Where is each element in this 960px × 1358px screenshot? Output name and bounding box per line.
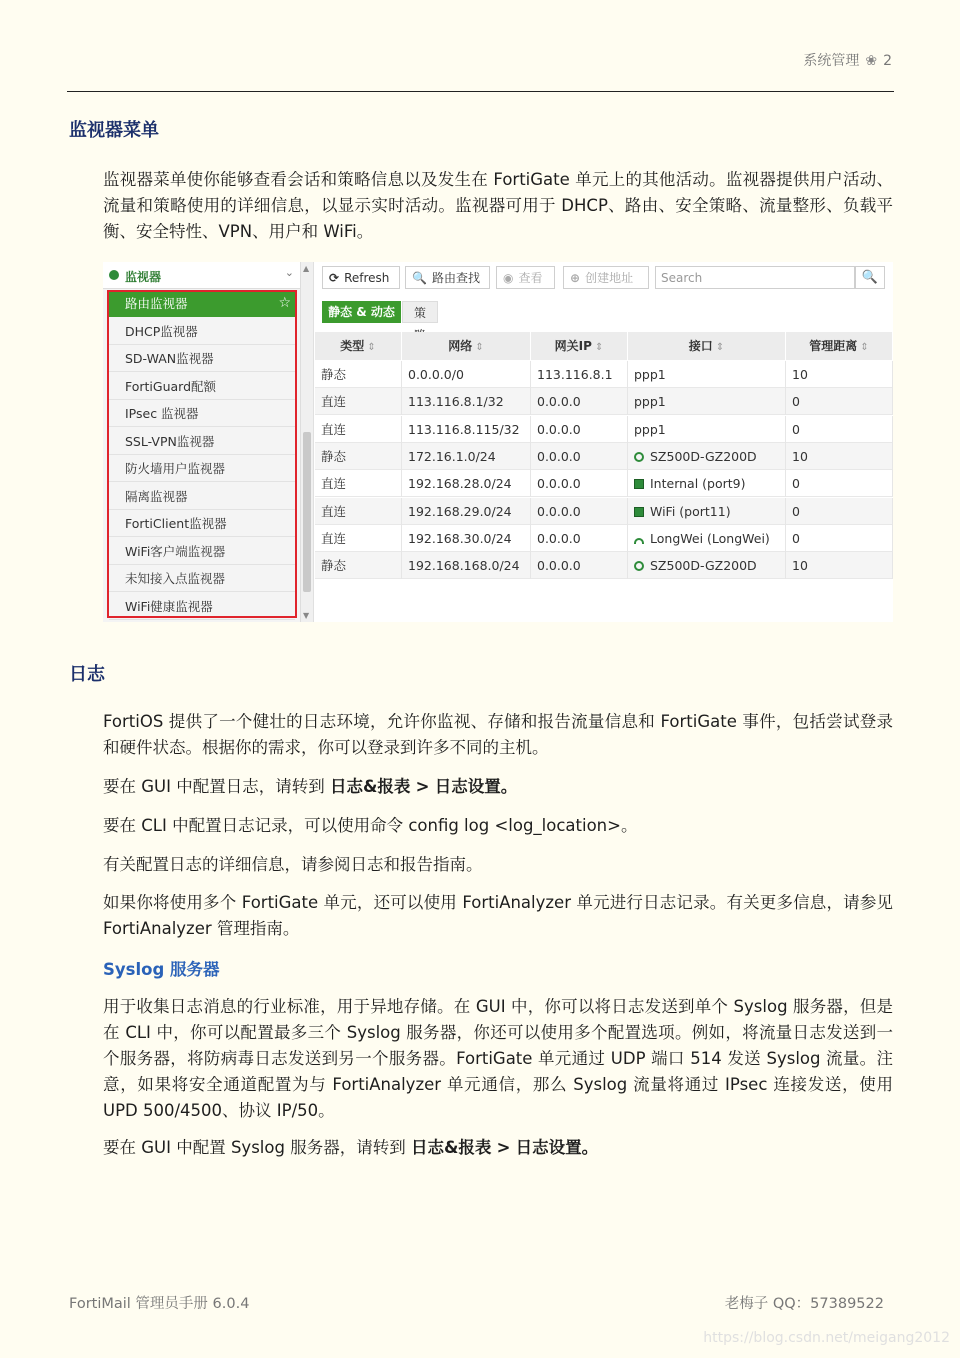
port-icon (634, 507, 644, 517)
star-icon[interactable]: ☆ (278, 295, 291, 311)
log-paragraph-1: FortiOS 提供了一个健壮的日志环境，允许你监视、存储和报告流量信息和 FortiGate 事件，包括尝试登录和硬件状态。根据你的需求，你可以登录到许多不同的主机。 (103, 712, 893, 757)
cell-distance (786, 525, 893, 552)
table-row[interactable] (315, 498, 893, 525)
highlight-box (107, 290, 297, 618)
cell-text: 0 (792, 421, 800, 437)
cell-distance (786, 443, 893, 470)
column-header-label: 接口 (688, 339, 713, 353)
cell-text: 0.0.0.0 (537, 421, 581, 437)
column-header[interactable] (531, 332, 628, 360)
cell-network (402, 416, 531, 443)
sentence-end: 。 (500, 777, 518, 796)
cell-text: 直连 (321, 421, 347, 437)
cell-text: 192.168.29.0/24 (408, 503, 512, 519)
sidebar-item-label: 未知接入点监视器 (125, 571, 226, 586)
cell-gateway (531, 552, 628, 579)
cell-distance (786, 552, 893, 579)
tab-static-dynamic[interactable]: 静态 & 动态 (322, 301, 401, 323)
page-number: 2 (883, 53, 892, 69)
gui-syslog-text: 要在 GUI 中配置 Syslog 服务器，请转到 (103, 1138, 406, 1157)
sidebar-item-label: DHCP监视器 (125, 323, 198, 339)
cell-text: 10 (792, 448, 808, 464)
column-header[interactable] (786, 332, 893, 360)
sort-icon[interactable]: ⇕ (475, 342, 484, 353)
cell-distance (786, 416, 893, 443)
flower-icon: ❀ (865, 53, 878, 69)
cell-text: 0 (792, 394, 800, 410)
scroll-down-icon[interactable]: ▼ (303, 611, 310, 620)
cell-text: 0.0.0.0 (537, 394, 581, 410)
cell-iface (628, 361, 786, 388)
menu-path-log-settings: 日志设置 (434, 777, 501, 796)
sort-icon[interactable]: ⇕ (367, 342, 376, 353)
sort-icon[interactable]: ⇕ (594, 342, 604, 353)
create-address-label: 创建地址 (585, 271, 634, 285)
cell-gateway (531, 525, 628, 552)
search-input[interactable]: Search (655, 266, 855, 289)
menu-path-log-settings: 日志设置 (515, 1138, 582, 1157)
column-header-label: 类型 (340, 339, 365, 353)
table-row[interactable] (315, 470, 893, 497)
monitor-paragraph: 监视器菜单使你能够查看会话和策略信息以及发生在 FortiGate 单元上的其他活动。监视器提供用户活动、流量和策略使用的详细信息，以显示实时活动。监视器可用于 DHCP、路由、安全策略、流量整形、负载平衡、安全特性、VPN、用户和 WiFi。 (103, 170, 893, 241)
cell-text: 192.168.168.0/24 (408, 558, 520, 574)
cell-gateway (531, 416, 628, 443)
refresh-button[interactable] (322, 266, 400, 289)
scroll-up-icon[interactable]: ▲ (303, 264, 310, 273)
sidebar-item-label: 防火墙用户监视器 (125, 461, 226, 476)
cell-text: 静态 (321, 448, 347, 464)
header-section: 系统管理 (803, 53, 860, 69)
column-header-label: 网络 (448, 339, 473, 353)
cell-gateway (531, 361, 628, 388)
cell-text: 直连 (321, 503, 347, 519)
cell-network (402, 443, 531, 470)
cell-gateway (531, 443, 628, 470)
cell-text: SZ500D-GZ200D (650, 448, 757, 464)
column-header[interactable] (402, 332, 531, 360)
log-paragraph-2 (103, 774, 893, 800)
watermark: https://blog.csdn.net/meigang2012 (703, 1330, 950, 1346)
sidebar-item-label: IPsec 监视器 (125, 406, 199, 421)
create-address-button[interactable] (563, 266, 649, 289)
cell-type (315, 525, 402, 552)
sidebar-scrollbar[interactable] (301, 262, 314, 622)
sidebar-item-label: 隔离监视器 (125, 488, 188, 504)
cell-text: 直连 (321, 476, 347, 492)
cell-text: ppp1 (634, 421, 666, 437)
search-button[interactable] (855, 266, 885, 289)
table-row[interactable] (315, 552, 893, 579)
table-row[interactable] (315, 361, 893, 388)
cell-type (315, 498, 402, 525)
column-header-label: 管理距离 (809, 339, 858, 353)
eye-icon: ◉ (503, 271, 514, 285)
cell-iface (628, 470, 786, 497)
cell-network (402, 388, 531, 415)
route-lookup-button[interactable] (405, 266, 490, 289)
cell-text: 172.16.1.0/24 (408, 448, 496, 464)
cell-text: WiFi (port11) (650, 503, 731, 519)
tunnel-icon (634, 561, 644, 571)
fortigate-screenshot (103, 262, 893, 622)
cell-network (402, 525, 531, 552)
table-row[interactable] (315, 416, 893, 443)
cell-text: 0.0.0.0/0 (408, 367, 464, 382)
column-header[interactable] (628, 332, 786, 360)
cell-text: 0 (792, 476, 800, 492)
menu-path-log-report: 日志&报表 (410, 1138, 492, 1157)
cell-type (315, 361, 402, 388)
cell-text: 0.0.0.0 (537, 476, 581, 492)
log-paragraph-4: 有关配置日志的详细信息，请参阅日志和报告指南。 (103, 855, 483, 874)
sidebar-item-label: FortiGuard配额 (125, 378, 217, 394)
cell-text: 10 (792, 558, 808, 574)
sort-icon[interactable]: ⇕ (715, 342, 725, 353)
cell-text: 0.0.0.0 (537, 558, 581, 574)
cell-type (315, 470, 402, 497)
cell-type (315, 443, 402, 470)
refresh-icon: ⟳ (329, 271, 340, 285)
view-label: 查看 (518, 271, 543, 285)
syslog-paragraph: 用于收集日志消息的行业标准，用于异地存储。在 GUI 中，你可以将日志发送到单个 Syslog 服务器，但是在 CLI 中，你可以配置最多三个 Syslog 服务器，你还可以使用多个配置选项。例如，将流量日志发送到一个服务器，将防病毒日志发送到另一个服务器。FortiGate 单元通过 UDP 端口 514 发送 Syslog 流量。注意，如果将安全通道配置为与 FortiAnalyzer 单元通信，那么 Syslog 流量将通过 IPsec 连接发送，使用 UPD 500/4500、协议 IP/50。 (103, 997, 893, 1120)
cell-type (315, 416, 402, 443)
cell-text: 192.168.30.0/24 (408, 530, 512, 546)
cell-iface (628, 443, 786, 470)
cell-text: 静态 (321, 367, 347, 382)
sidebar-item-label: FortiClient监视器 (125, 516, 227, 531)
cell-iface (628, 525, 786, 552)
log-paragraph-5: 如果你将使用多个 FortiGate 单元，还可以使用 FortiAnalyzer 单元进行日志记录。有关更多信息，请参见 FortiAnalyzer 管理指南。 (103, 893, 893, 938)
pie-chart-icon (109, 270, 119, 280)
sort-icon[interactable]: ⇕ (860, 342, 869, 353)
sidebar-header[interactable] (103, 262, 300, 289)
tab-policy[interactable]: 策 (402, 301, 438, 323)
footer-author: 老梅子 QQ：57389522 (724, 1296, 884, 1312)
log-paragraph-3: 要在 CLI 中配置日志记录，可以使用命令 config log <log_location>。 (103, 816, 638, 835)
cell-iface (628, 552, 786, 579)
cell-network (402, 470, 531, 497)
plus-circle-icon: ⊕ (570, 271, 581, 285)
cell-text: 0.0.0.0 (537, 448, 581, 464)
menu-path-log-report: 日志&报表 (329, 777, 411, 796)
cell-iface (628, 498, 786, 525)
cell-text: 0.0.0.0 (537, 530, 581, 546)
cell-text: ppp1 (634, 394, 666, 410)
route-lookup-label: 路由查找 (431, 271, 480, 285)
scroll-thumb[interactable] (303, 432, 311, 592)
menu-path-separator: > (496, 1138, 511, 1157)
cell-distance (786, 470, 893, 497)
cell-iface (628, 416, 786, 443)
cell-network (402, 361, 531, 388)
cell-iface (628, 388, 786, 415)
column-header-label: 网关IP (554, 339, 592, 353)
sentence-end: 。 (581, 1138, 599, 1157)
cell-text: 113.116.8.1 (537, 367, 613, 382)
cell-text: 113.116.8.1/32 (408, 394, 504, 410)
monitor-sidebar (103, 262, 301, 622)
cell-distance (786, 388, 893, 415)
wifi-icon (634, 538, 644, 544)
cell-text: 0 (792, 530, 800, 546)
gui-config-text: 要在 GUI 中配置日志，请转到 (103, 777, 325, 796)
sidebar-item-label: WiFi健康监视器 (125, 598, 213, 614)
cell-gateway (531, 470, 628, 497)
cell-text: 静态 (321, 558, 347, 574)
search-icon: 🔍 (861, 270, 879, 285)
cell-text: 113.116.8.115/32 (408, 421, 520, 437)
tunnel-icon (634, 452, 644, 462)
chevron-down-icon: ⌄ (284, 266, 294, 279)
port-icon (634, 479, 644, 489)
cell-type (315, 552, 402, 579)
refresh-label: Refresh (344, 271, 390, 285)
cell-gateway (531, 498, 628, 525)
cell-text: 直连 (321, 394, 347, 410)
menu-path-separator: > (415, 777, 430, 796)
cell-text: 10 (792, 367, 808, 382)
cell-text: 192.168.28.0/24 (408, 476, 512, 492)
table-row[interactable] (315, 388, 893, 415)
cell-distance (786, 361, 893, 388)
cell-text: 直连 (321, 530, 347, 546)
running-header (803, 50, 892, 70)
section-title-log: 日志 (69, 664, 105, 685)
subsection-title-syslog: Syslog 服务器 (103, 960, 220, 979)
table-row[interactable] (315, 443, 893, 470)
syslog-config-paragraph (103, 1135, 893, 1161)
cell-text: 0.0.0.0 (537, 503, 581, 519)
sidebar-item-label: 路由监视器 (125, 296, 188, 311)
sidebar-header-label: 监视器 (125, 270, 162, 284)
sidebar-item-label: SSL-VPN监视器 (125, 433, 215, 449)
cell-gateway (531, 388, 628, 415)
column-header[interactable] (315, 332, 402, 360)
cell-type (315, 388, 402, 415)
sidebar-item-label: WiFi客户端监视器 (125, 543, 226, 559)
cell-text: Internal (port9) (650, 476, 746, 492)
search-icon: 🔍 (412, 271, 427, 285)
section-title-monitor: 监视器菜单 (69, 120, 159, 141)
table-row[interactable] (315, 525, 893, 552)
cell-network (402, 498, 531, 525)
header-rule (67, 91, 894, 92)
cell-text: LongWei (LongWei) (650, 530, 770, 546)
footer-title: FortiMail 管理员手册 6.0.4 (69, 1296, 250, 1312)
view-button[interactable] (496, 266, 555, 289)
cell-network (402, 552, 531, 579)
cell-text: SZ500D-GZ200D (650, 558, 757, 574)
sidebar-item-label: SD-WAN监视器 (125, 351, 214, 366)
cell-distance (786, 498, 893, 525)
cell-text: 0 (792, 503, 800, 519)
cell-text: ppp1 (634, 367, 666, 382)
